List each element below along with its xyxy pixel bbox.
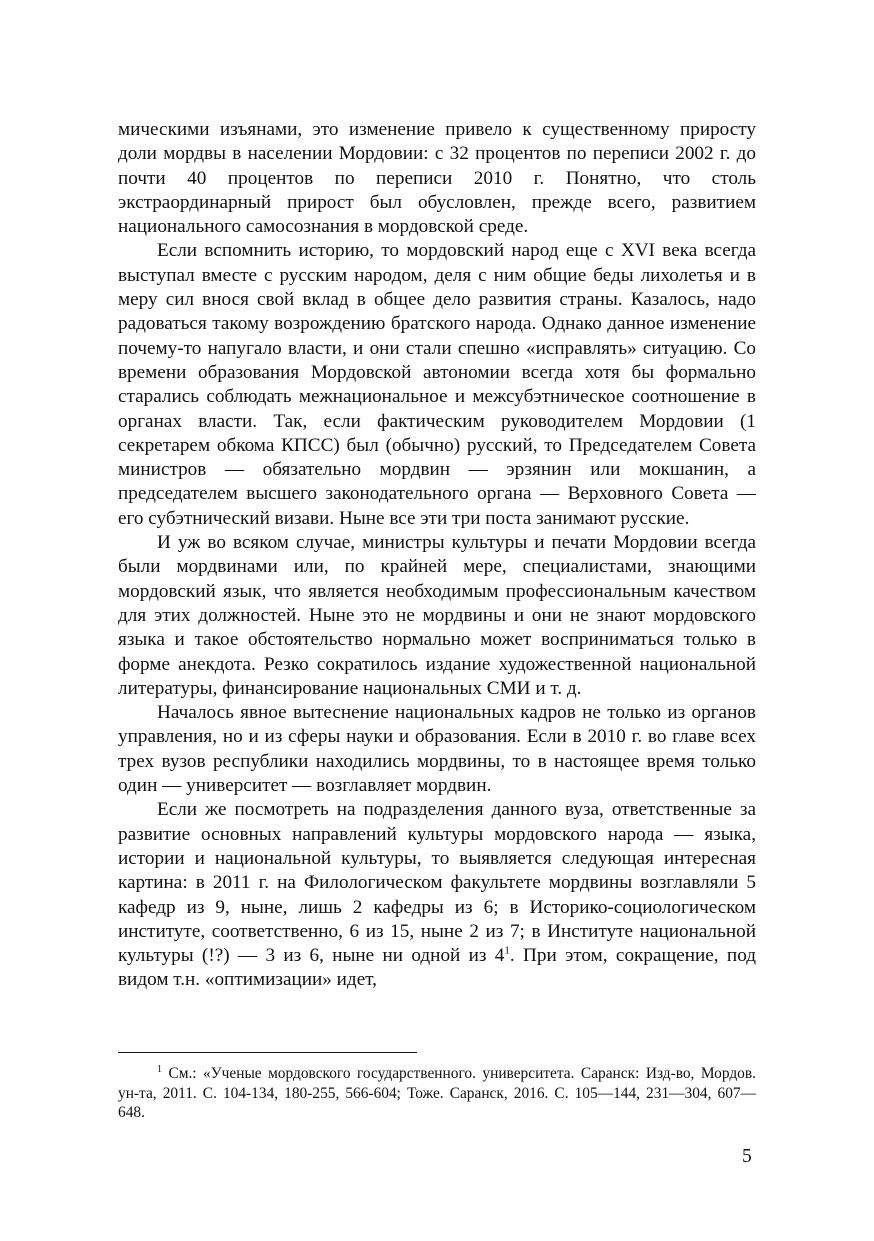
page-number: 5: [742, 1146, 752, 1167]
paragraph: Началось явное вытеснение национальных кадров не только из органов управления, но и из сферы науки и образования. Если в 2010 г. во главе всех трех вузов республики находились мордвины, то в настоящее время только один — университет — возглавляет мордвин.: [118, 702, 756, 797]
paragraph-text: Если же посмотреть на подразделения данного вуза, ответственные за развитие основных направлений культуры мордовского народа — языка, истории и национальной культуры, то выявляется следующая интересная картина: в 2011 г. на Филологическом факультете мордвины возглавляли 5 кафедр из 9, ныне, лишь 2 кафедры из 6; в Историко-социологическом институте, соответственно, 6 из 15, ныне 2 из 7; в Институте национальной культуры (!?) — 3 из 6, ныне ни одной из 4: [118, 799, 756, 967]
footnote-separator: [118, 1052, 417, 1053]
body-text: [118, 118, 756, 993]
paragraph: мическими изъянами, это изменение привело к существенному приросту доли мордвы в населении Мордовии: с 32 процентов по переписи 2002 г. до почти 40 процентов по переписи 2010 г. Понятно, что столь экстраординарный прирост был обусловлен, прежде всего, развитием национального самосознания в мордовской среде.: [118, 119, 756, 238]
paragraph-text: . При этом, сокращение, под видом т.н. «оптимизации» идет,: [118, 945, 757, 991]
footnote-mark: 1: [157, 1063, 162, 1075]
footnote-reference[interactable]: 1: [504, 944, 510, 957]
paragraph: Если вспомнить историю, то мордовский народ еще с XVI века всегда выступал вместе с русским народом, деля с ним общие беды лихолетья и в меру сил внося свой вклад в общее дело развития страны. Казалось, надо радоваться такому возрождению братского народа. Однако данное изменение почему-то напугало власти, и они стали спешно «исправлять» ситуацию. Со времени образования Мордовской автономии всегда хотя бы формально старались соблюдать межнациональное и межсубэтническое соотношение в органах власти. Так, если фактическим руководителем Мордовии (1 секретарем обкома КПСС) был (обычно) русский, то Председателем Совета министров — обязательно мордвин — эрзянин или мокшанин, а председателем высшего законодательного органа — Верховного Совета — его субэтнический визави. Ныне все эти три поста занимают русские.: [118, 240, 756, 529]
paragraph: И уж во всяком случае, министры культуры и печати Мордовии всегда были мордвинами или, по крайней мере, специалистами, знающими мордовский язык, что является необходимым профессиональным качеством для этих должностей. Ныне это не мордвины и они не знают мордовского языка и такое обстоятельство нормально может восприниматься только в форме анекдота. Резко сократилось издание художественной национальной литературы, финансирование национальных СМИ и т. д.: [118, 532, 756, 699]
footnote: [118, 1064, 756, 1123]
footnote-text: См.: «Ученые мордовского государственного. университета. Саранск: Изд-во, Мордов. ун-та, 2011. С. 104-134, 180-255, 566-604; Тоже. Саранск, 2016. С. 105—144, 231—304, 607—648.: [118, 1065, 756, 1122]
paragraph-with-footnote-ref: [118, 798, 756, 992]
